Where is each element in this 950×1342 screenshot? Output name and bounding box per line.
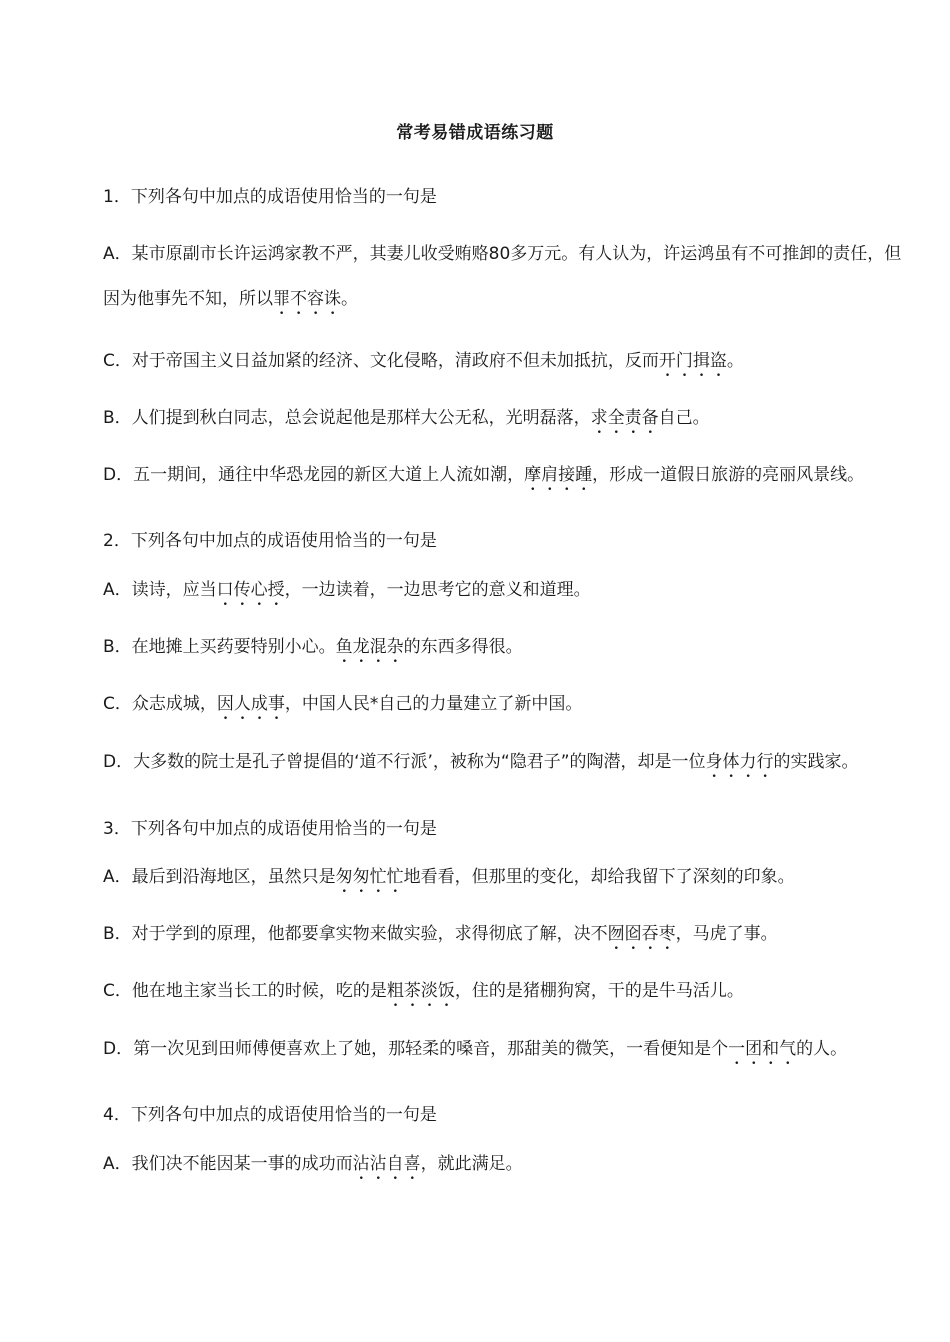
emphasized-idiom: 匆匆忙忙 [335, 867, 404, 887]
page-title: 常考易错成语练习题 [396, 123, 554, 143]
option-text: D．五一期间，通往中华恐龙园的新区大道上人流如潮， [103, 465, 525, 485]
option-text: 的实践家。 [773, 752, 859, 772]
question-1-option-a-line2 [103, 284, 358, 319]
option-text: ，一边读着，一边思考它的意义和道理。 [284, 580, 591, 600]
question-3-stem: 3．下列各句中加点的成语使用恰当的一句是 [103, 819, 437, 839]
question-2-stem: 2．下列各句中加点的成语使用恰当的一句是 [103, 531, 437, 551]
emphasized-idiom: 因人成事 [216, 694, 285, 714]
option-text: 地看看，但那里的变化，却给我留下了深刻的印象。 [403, 867, 795, 887]
question-1-option-a-line1: A．某市原副市长许运鸿家教不严，其妻儿收受贿赂80多万元。有人认为，许运鸿虽有不可推卸的责任，但 [103, 244, 902, 264]
question-2-option-c [103, 689, 582, 724]
option-text: A．我们决不能因某一事的成功而 [103, 1154, 353, 1174]
question-3-option-b [103, 919, 778, 954]
option-text: 自己。 [658, 408, 710, 428]
question-1-option-c [103, 346, 744, 381]
question-3-option-c [103, 976, 744, 1011]
option-text: ，就此满足。 [420, 1154, 523, 1174]
question-2-option-a [103, 575, 591, 610]
option-text: B．对于学到的原理，他都要拿实物来做实验，求得彻底了解，决不 [103, 924, 608, 944]
option-text: 。 [726, 351, 744, 371]
emphasized-idiom: 囫囵吞枣 [607, 924, 676, 944]
option-text: 的东西多得很。 [403, 637, 523, 657]
emphasized-idiom: 开门揖盗 [658, 351, 727, 371]
emphasized-idiom: 粗茶淡饭 [386, 981, 455, 1001]
option-text: C．对于帝国主义日益加紧的经济、文化侵略，清政府不但未加抵抗，反而 [103, 351, 659, 371]
option-text: ，住的是猪棚狗窝，干的是牛马活儿。 [454, 981, 744, 1001]
option-text: ，中国人民*自己的力量建立了新中国。 [284, 694, 583, 714]
option-text: ，马虎了事。 [675, 924, 778, 944]
option-text: C．众志成城， [103, 694, 217, 714]
option-text: 因为他事先不知，所以 [103, 289, 273, 309]
option-text: B．在地摊上买药要特别小心。 [103, 637, 336, 657]
question-3-option-a [103, 862, 795, 897]
option-text: A．最后到沿海地区，虽然只是 [103, 867, 336, 887]
emphasized-idiom: 一团和气 [728, 1039, 797, 1059]
emphasized-idiom: 求全责备 [590, 408, 659, 428]
question-2-option-b [103, 632, 523, 667]
emphasized-idiom: 口传心授 [216, 580, 285, 600]
question-1-option-d [103, 460, 864, 495]
question-3-option-d [103, 1034, 847, 1069]
option-text: A．读诗，应当 [103, 580, 217, 600]
option-text: D．第一次见到田师傅便喜欢上了她，那轻柔的嗓音，那甜美的微笑，一看便知是个 [103, 1039, 729, 1059]
option-text: 的人。 [796, 1039, 848, 1059]
emphasized-idiom: 罪不容诛 [273, 289, 341, 309]
question-4-stem: 4．下列各句中加点的成语使用恰当的一句是 [103, 1105, 437, 1125]
question-1-option-b [103, 403, 710, 438]
option-text: ，形成一道假日旅游的亮丽风景线。 [592, 465, 865, 485]
emphasized-idiom: 摩肩接踵 [524, 465, 593, 485]
option-text: C．他在地主家当长工的时候，吃的是 [103, 981, 387, 1001]
question-2-option-d [103, 747, 859, 782]
question-4-option-a [103, 1149, 523, 1184]
option-text: B．人们提到秋白同志，总会说起他是那样大公无私，光明磊落， [103, 408, 591, 428]
question-1-stem: 1．下列各句中加点的成语使用恰当的一句是 [103, 187, 437, 207]
emphasized-idiom: 沾沾自喜 [352, 1154, 421, 1174]
emphasized-idiom: 身体力行 [705, 752, 774, 772]
emphasized-idiom: 鱼龙混杂 [335, 637, 404, 657]
option-text: D．大多数的院士是孔子曾提倡的‘道不行派’，被称为“隐君子”的陶潜，却是一位 [103, 752, 706, 772]
option-text: 。 [341, 289, 358, 309]
